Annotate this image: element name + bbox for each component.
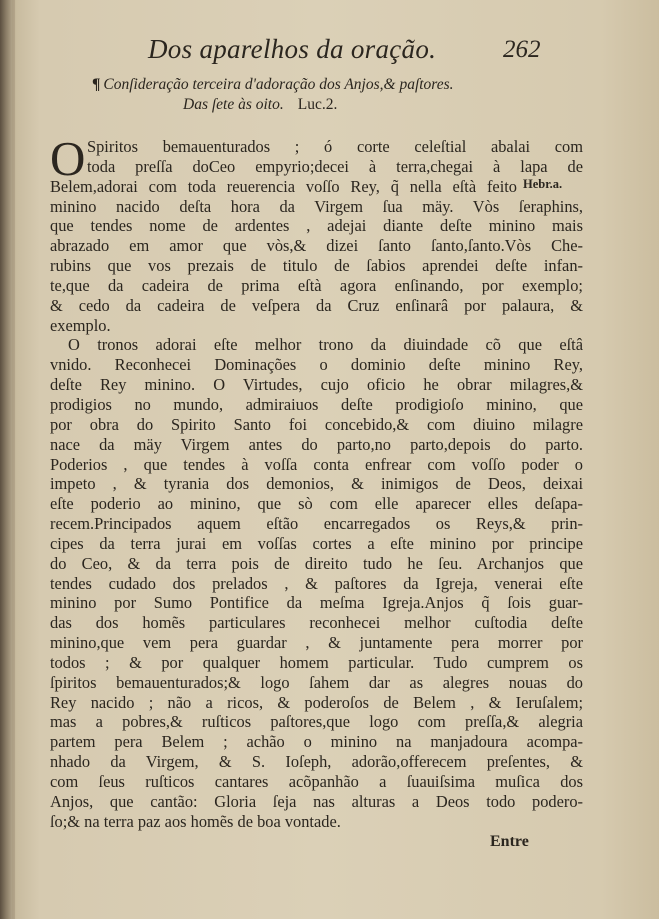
scripture-reference: Luc.2.	[297, 96, 338, 113]
text-line: prodigios no mundo, admiraiuos deſte prodigioſo minino, que	[50, 394, 583, 414]
section-title: Conſideração terceira d'adoração dos Anjos,& paſtores.	[103, 76, 454, 93]
section-subtitle: Das ſete às oito.	[183, 96, 284, 113]
text-line: deſte Rey minino. O Virtudes, cujo oficio he obrar milagres,&	[50, 375, 583, 395]
text-line: minino nacido deſta hora da Virgem ſua mäy. Vòs ſeraphins,	[50, 196, 583, 216]
text-line: partem pera Belem ; achão o minino na manjadoura acompa-	[50, 732, 583, 752]
text-line: ſo;& na terra paz aos homẽs de boa vontade.	[50, 811, 341, 831]
text-line: & cedo da cadeira de veſpera da Cruz enſinarâ por palaura, &	[50, 295, 583, 315]
pilcrow-icon: ¶	[92, 76, 101, 93]
text-line: impeto , & tyrania dos demonios, & inimigos de Deos, deixai	[50, 474, 583, 494]
text-line: Anjos, que cantão: Gloria ſeja nas alturas a Deos todo podero-	[50, 791, 583, 811]
text-line: nhado da Virgem, & S. Ioſeph, adorão,offerecem preſentes, &	[50, 752, 583, 772]
text-line: exemplo.	[50, 315, 111, 335]
page-number: 262	[503, 36, 541, 63]
text-line: O tronos adorai eſte melhor trono da diuindade cõ que eſtâ	[68, 335, 583, 355]
text-line: recem.Principados aquem eſtão encarregados os Reys,& prin-	[50, 514, 583, 534]
text-line: com ſeus ruſticos cantares acõpanhão a ſuauiſsima muſica dos	[50, 772, 583, 791]
catchword: Entre	[490, 833, 529, 850]
text-line: te,que da cadeira de prima eſtà agora enſinando, por exemplo;	[50, 275, 583, 295]
margin-note: Hebr.a.	[523, 177, 563, 191]
text-line: do Ceo, & da terra pois de direito tudo he ſeu. Archanjos que	[50, 553, 583, 573]
text-line: que tendes nome de ardentes , adejai diante deſte minino mais	[50, 216, 583, 236]
text-line: todos ; & por qualquer homem particular. Tudo cumprem os	[50, 652, 583, 672]
text-line: tendes cudado dos prelados , & paſtores da Igreja, venerai eſte	[50, 573, 583, 593]
text-line: das dos homẽs particulares reconhecei melhor cuſtodia deſte	[50, 613, 583, 633]
text-line: Rey nacido ; não a ricos, & poderoſos de Belem , & Ieruſalem;	[50, 692, 583, 712]
text-line: Poderios , que tendes à voſſa conta enfrear com voſſo poder o	[50, 454, 583, 474]
text-line: ſpiritos bemauenturados;& logo ſahem dar as alegres nouas do	[50, 672, 583, 692]
running-title: Dos aparelhos da oração.	[148, 34, 437, 64]
text-line: rubins que vos prezais de titulo de ſabios aprendei deſte infan-	[50, 256, 583, 276]
section-subheading	[183, 96, 337, 114]
section-heading	[92, 76, 454, 94]
text-line: cipes da terra jurai em voſſas cortes a eſte minino por principe	[50, 533, 583, 553]
text-line: vnido. Reconhecei Dominações o dominio deſte minino Rey,	[50, 355, 583, 375]
text-line: por obra do Spirito Santo foi concebido,& com diuino milagre	[50, 414, 583, 434]
text-line: minino por Sumo Pontifice da meſma Igreja.Anjos q̃ ſois guar-	[50, 593, 583, 613]
page-edge	[12, 0, 15, 919]
text-line: nace da mäy Virgem antes do parto,no parto,depois do parto.	[50, 434, 583, 454]
text-line: mas a pobres,& ruſticos paſtores,que logo com preſſa,& alegria	[50, 712, 583, 732]
body-text	[50, 131, 583, 832]
text-line: abrazado em amor que vòs,& dizei ſanto ſanto,ſanto.Vòs Che-	[50, 236, 583, 256]
text-line: minino,que vem pera guardar , & juntamente pera morrer por	[50, 633, 583, 653]
text-line: Belem,adorai com toda reuerencia voſſo Rey, q̃ nella eſtà feito	[50, 176, 517, 196]
text-line: Spiritos bemauenturados ; ó corte celeſtial abalai com	[87, 137, 583, 156]
drop-cap: O	[50, 131, 86, 186]
text-line: toda preſſa doCeo empyrio;decei à terra,chegai à lapa de	[87, 156, 583, 176]
text-line: eſte poderio ao minino, que sò com elle aparecer elles deſapa-	[50, 494, 583, 514]
